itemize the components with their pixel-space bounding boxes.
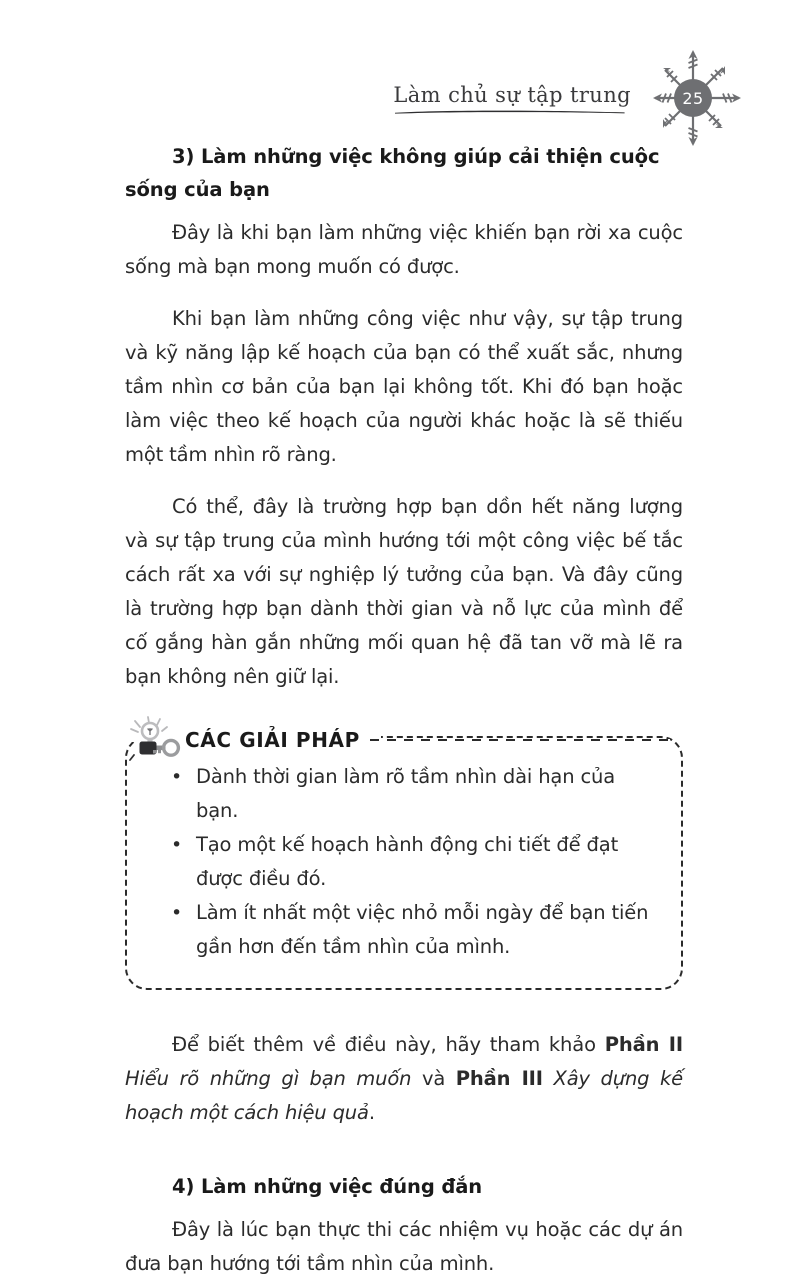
page-content bbox=[125, 140, 683, 1281]
paragraph-3: Có thể, đây là trường hợp bạn dồn hết năng lượng và sự tập trung của mình hướng tới một công việc bế tắc cách rất xa với sự nghiệp lý tưởng của bạn. Và đây cũng là trường hợp bạn dành thời gian và nỗ lực của mình để cố gắng hàn gắn những mối quan hệ đã tan vỡ mà lẽ ra bạn không nên giữ lại. bbox=[125, 495, 683, 688]
list-item: • Dành thời gian làm rõ tầm nhìn dài hạn của bạn. bbox=[149, 760, 655, 828]
callout-dashed-rule bbox=[370, 739, 670, 741]
list-item: • Làm ít nhất một việc nhỏ mỗi ngày để bạn tiến gần hơn đến tầm nhìn của mình. bbox=[149, 896, 655, 964]
reference-terminator: . bbox=[368, 1101, 375, 1124]
paragraph-5: Đây là lúc bạn thực thi các nhiệm vụ hoặc các dự án đưa bạn hướng tới tầm nhìn của mình. bbox=[125, 1218, 683, 1275]
page-number: 25 bbox=[682, 88, 704, 108]
section-heading-4: 4) Làm những việc đúng đắn bbox=[172, 1175, 483, 1198]
header-title-wrap bbox=[393, 83, 631, 114]
solutions-callout bbox=[125, 728, 683, 990]
page-header bbox=[125, 48, 745, 148]
header-title: Làm chủ sự tập trung bbox=[393, 82, 631, 107]
lightbulb-key-icon bbox=[127, 716, 183, 764]
solutions-list bbox=[149, 760, 655, 964]
reference-part-three-label: Phần III bbox=[455, 1067, 543, 1090]
header-underline-brushstroke bbox=[395, 110, 625, 114]
page-number-badge bbox=[641, 46, 745, 150]
reference-paragraph bbox=[125, 1028, 683, 1130]
callout-header bbox=[127, 720, 670, 760]
reference-part-two-title: Hiểu rõ những gì bạn muốn bbox=[125, 1067, 412, 1090]
reference-part-three-title: Xây dựng kế hoạch một cách hiệu quả bbox=[125, 1067, 683, 1124]
solutions-callout-frame bbox=[125, 728, 683, 990]
callout-title: CÁC GIẢI PHÁP bbox=[183, 728, 370, 752]
list-item: • Tạo một kế hoạch hành động chi tiết để đạt được điều đó. bbox=[149, 828, 655, 896]
paragraph-1: Đây là khi bạn làm những việc khiến bạn rời xa cuộc sống mà bạn mong muốn có được. bbox=[125, 221, 683, 278]
reference-lead: Để biết thêm về điều này, hãy tham khảo bbox=[172, 1033, 605, 1056]
reference-conjunction: và bbox=[411, 1067, 456, 1090]
paragraph-2: Khi bạn làm những công việc như vậy, sự tập trung và kỹ năng lập kế hoạch của bạn có thể xuất sắc, nhưng tầm nhìn cơ bản của bạn lại không tốt. Khi đó bạn hoặc làm việc theo kế hoạch của người khác hoặc là sẽ thiếu một tầm nhìn rõ ràng. bbox=[125, 307, 683, 466]
page-header-inner bbox=[125, 48, 745, 148]
reference-part-two-label: Phần II bbox=[604, 1033, 683, 1056]
section-heading-3: 3) Làm những việc không giúp cải thiện cuộc sống của bạn bbox=[125, 145, 660, 201]
